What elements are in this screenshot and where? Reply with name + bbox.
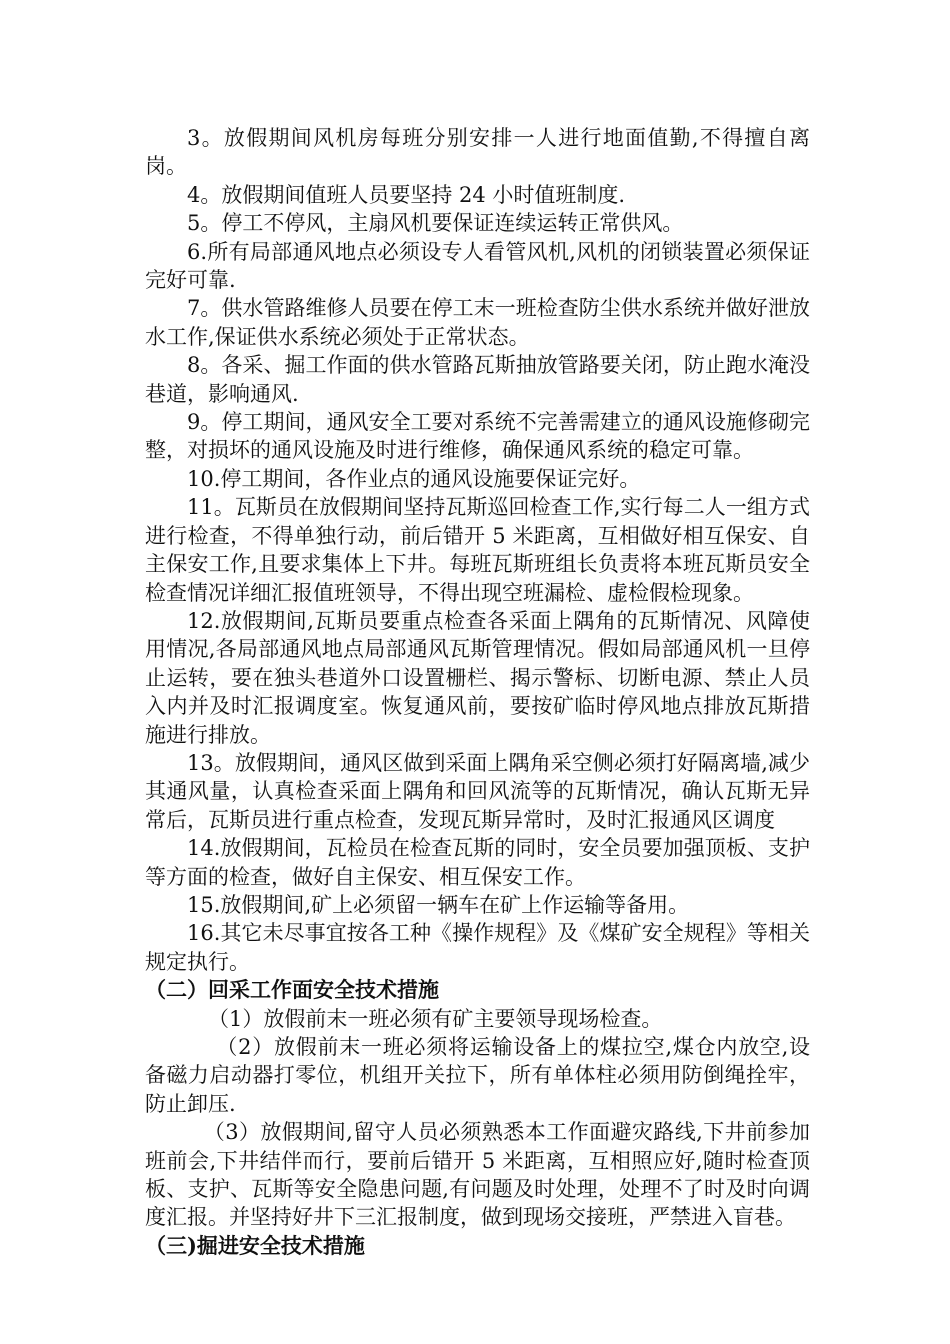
paragraph-11: 11。瓦斯员在放假期间坚持瓦斯巡回检查工作,实行每二人一组方式进行检查，不得单独行动，前后错开 5 米距离，互相做好相互保安、自主保安工作,且要求集体上下井。每班瓦斯班组长负责将本班瓦斯员安全检查情况详细汇报值班领导，不得出现空班漏检、虚检假检现象。 — [145, 495, 810, 605]
mining-face-item-1: （1）放假前末一班必须有矿主要领导现场检查。 — [208, 1006, 663, 1031]
mining-face-item-3: （3）放假期间,留守人员必须熟悉本工作面避灾路线,下井前参加班前会,下井结伴而行，要前后错开 5 米距离，互相照应好,随时检查顶板、支护、瓦斯等安全隐患问题,有问题及时处理，处理不了时及时向调度汇报。并坚持好井下三汇报制度，做到现场交接班，严禁进入盲巷。 — [145, 1120, 810, 1230]
paragraph-10: 10.停工期间，各作业点的通风设施要保证完好。 — [187, 466, 641, 491]
paragraph-9: 9。停工期间，通风安全工要对系统不完善需建立的通风设施修砌完整，对损坏的通风设施及时进行维修，确保通风系统的稳定可靠。 — [145, 410, 810, 463]
document-body — [145, 124, 810, 1260]
paragraph-5: 5。停工不停风，主扇风机要保证连续运转正常供风。 — [187, 211, 684, 236]
paragraph-6: 6.所有局部通风地点必须设专人看管风机,风机的闭锁装置必须保证完好可靠. — [145, 239, 810, 293]
paragraph-4: 4。放假期间值班人员要坚持 24 小时值班制度. — [187, 182, 626, 207]
paragraph-12: 12.放假期间,瓦斯员要重点检查各采面上隅角的瓦斯情况、风障使用情况,各局部通风地点局部通风瓦斯管理情况。假如局部通风机一旦停止运转，要在独头巷道外口设置栅栏、揭示警标、切断电源、禁止人员入内并及时汇报调度室。恢复通风前，要按矿临时停风地点排放瓦斯措施进行排放。 — [145, 608, 810, 747]
paragraph-7: 7。供水管路维修人员要在停工末一班检查防尘供水系统并做好泄放水工作,保证供水系统必须处于正常状态。 — [145, 296, 810, 349]
paragraph-16: 16.其它未尽事宜按各工种《操作规程》及《煤矿安全规程》等相关规定执行。 — [145, 921, 810, 974]
section-heading-mining-face: （二）回采工作面安全技术措施 — [145, 977, 439, 1003]
paragraph-13: 13。放假期间，通风区做到采面上隅角采空侧必须打好隔离墙,减少其通风量，认真检查采面上隅角和回风流等的瓦斯情况，确认瓦斯无异常后，瓦斯员进行重点检查，发现瓦斯异常时，及时汇报通风区调度 — [145, 750, 810, 832]
mining-face-item-2: （2）放假前末一班必须将运输设备上的煤拉空,煤仓内放空,设备磁力启动器打零位，机组开关拉下，所有单体柱必须用防倒绳拴牢，防止卸压. — [145, 1035, 810, 1116]
paragraph-8: 8。各采、掘工作面的供水管路瓦斯抽放管路要关闭，防止跑水淹没巷道，影响通风. — [145, 353, 810, 406]
section-heading-tunneling: （三)掘进安全技术措施 — [145, 1232, 365, 1258]
paragraph-14: 14.放假期间，瓦检员在检查瓦斯的同时，安全员要加强顶板、支护等方面的检查，做好自主保安、相互保安工作。 — [145, 836, 810, 889]
paragraph-15: 15.放假期间,矿上必须留一辆车在矿上作运输等备用。 — [187, 892, 690, 917]
paragraph-3: 3。放假期间风机房每班分别安排一人进行地面值勤,不得擅自离岗。 — [145, 126, 810, 179]
